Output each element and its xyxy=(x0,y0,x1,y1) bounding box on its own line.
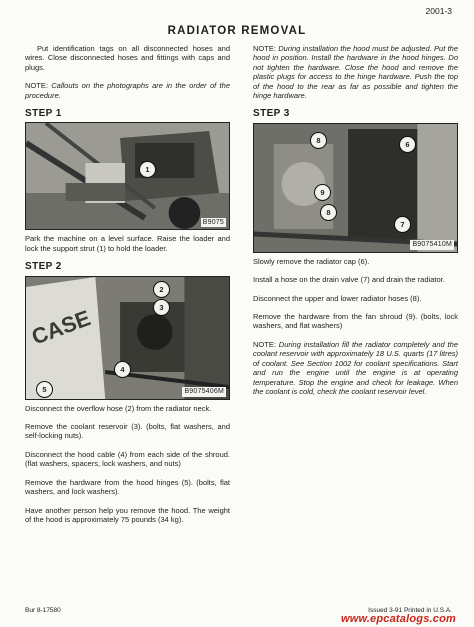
photo-id-step-1: B9075 xyxy=(202,219,224,227)
note-text: During installation the hood must be adjusted. Put the hood in position. Install the hardware in the hood hinges. Do not tighten the hardware. Close the hood and remove the plastic plugs for access to the hinge hardware. Push the top of the hood to the rear as far as possible and tighten the hinge hardware. xyxy=(253,44,459,101)
step-1-photo xyxy=(25,122,230,230)
hood-install-note xyxy=(253,44,458,100)
right-column xyxy=(253,44,458,405)
callout-note xyxy=(25,81,230,100)
coolant-note xyxy=(253,340,458,396)
note-label: NOTE: xyxy=(253,44,276,53)
note-label: NOTE: xyxy=(253,339,276,349)
note-label: NOTE: xyxy=(25,81,48,91)
step-3-paragraph: Disconnect the upper and lower radiator hoses (8). xyxy=(253,293,422,303)
callout-8: 8 xyxy=(310,132,327,149)
step-3-paragraph: Slowly remove the radiator cap (6). xyxy=(253,256,370,266)
loader-photo-illustration xyxy=(26,123,229,229)
photo-id-step-3: B9075410M xyxy=(412,241,452,249)
step-3-paragraph: Install a hose on the drain valve (7) and drain the radiator. xyxy=(253,275,445,285)
step-3-photo xyxy=(253,123,458,253)
document-number: Bur 8-17580 xyxy=(25,607,61,614)
callout-9: 9 xyxy=(314,184,331,201)
step-3-paragraph: Remove the hardware from the fan shroud (9). (bolts, lock washers, and flat washers) xyxy=(253,312,458,331)
hood-photo-illustration xyxy=(26,277,229,399)
watermark: www.epcatalogs.com xyxy=(340,613,456,625)
step-2-heading: STEP 2 xyxy=(25,261,62,273)
step-1-text: Park the machine on a level surface. Raise the loader and lock the support strut (1) to hold the loader. xyxy=(25,234,230,253)
intro-paragraph: Put identification tags on all disconnected hoses and wires. Close disconnected hoses and fittings with caps and plugs. xyxy=(25,44,230,72)
issue-date: Issued 3-91 Printed in U.S.A. xyxy=(368,607,452,614)
step-3-heading: STEP 3 xyxy=(253,108,290,120)
callout-5: 5 xyxy=(36,381,53,398)
step-1-heading: STEP 1 xyxy=(25,108,62,120)
step-2-paragraph: Remove the hardware from the hood hinges (5). (bolts, flat washers, and lock washers). xyxy=(25,477,230,497)
callout-7: 7 xyxy=(394,216,411,233)
step-2-paragraph: Disconnect the overflow hose (2) from the radiator neck. xyxy=(25,403,212,413)
step-2-paragraph: Disconnect the hood cable (4) from each side of the shroud. (flat washers, spacers, lock washers, and nuts) xyxy=(25,449,230,469)
step-2-photo xyxy=(25,276,230,400)
note-text: Callouts on the photographs are in the order of the procedure. xyxy=(25,81,230,100)
note-text: During installation fill the radiator completely and the coolant reservoir with approximately 18 U.S. quarts (17 litres) of coolant. See Section 1002 for coolant specifications. Start and run the engine until the engine is at operating temperature. Stop the engine and check for leakage. When the coolant is cold, check the coolant reservoir level. xyxy=(253,339,458,396)
callout-6: 6 xyxy=(399,136,416,153)
svg-text:CASE: CASE xyxy=(28,304,94,350)
step-2-paragraph: Have another person help you remove the hood. The weight of the hood is approximately 75 pounds (34 kg). xyxy=(25,505,230,524)
callout-1: 1 xyxy=(139,161,156,178)
callout-8: 8 xyxy=(320,204,337,221)
callout-3: 3 xyxy=(153,299,170,316)
radiator-photo-illustration xyxy=(254,124,457,252)
page-title: RADIATOR REMOVAL xyxy=(167,25,307,37)
step-2-paragraph: Remove the coolant reservoir (3). (bolts, flat washers, and self-locking nuts). xyxy=(25,422,230,441)
callout-4: 4 xyxy=(114,361,131,378)
callout-2: 2 xyxy=(153,281,170,298)
left-column xyxy=(25,44,230,533)
photo-id-step-2: B9075406M xyxy=(184,388,224,396)
page-number: 2001-3 xyxy=(425,6,452,16)
